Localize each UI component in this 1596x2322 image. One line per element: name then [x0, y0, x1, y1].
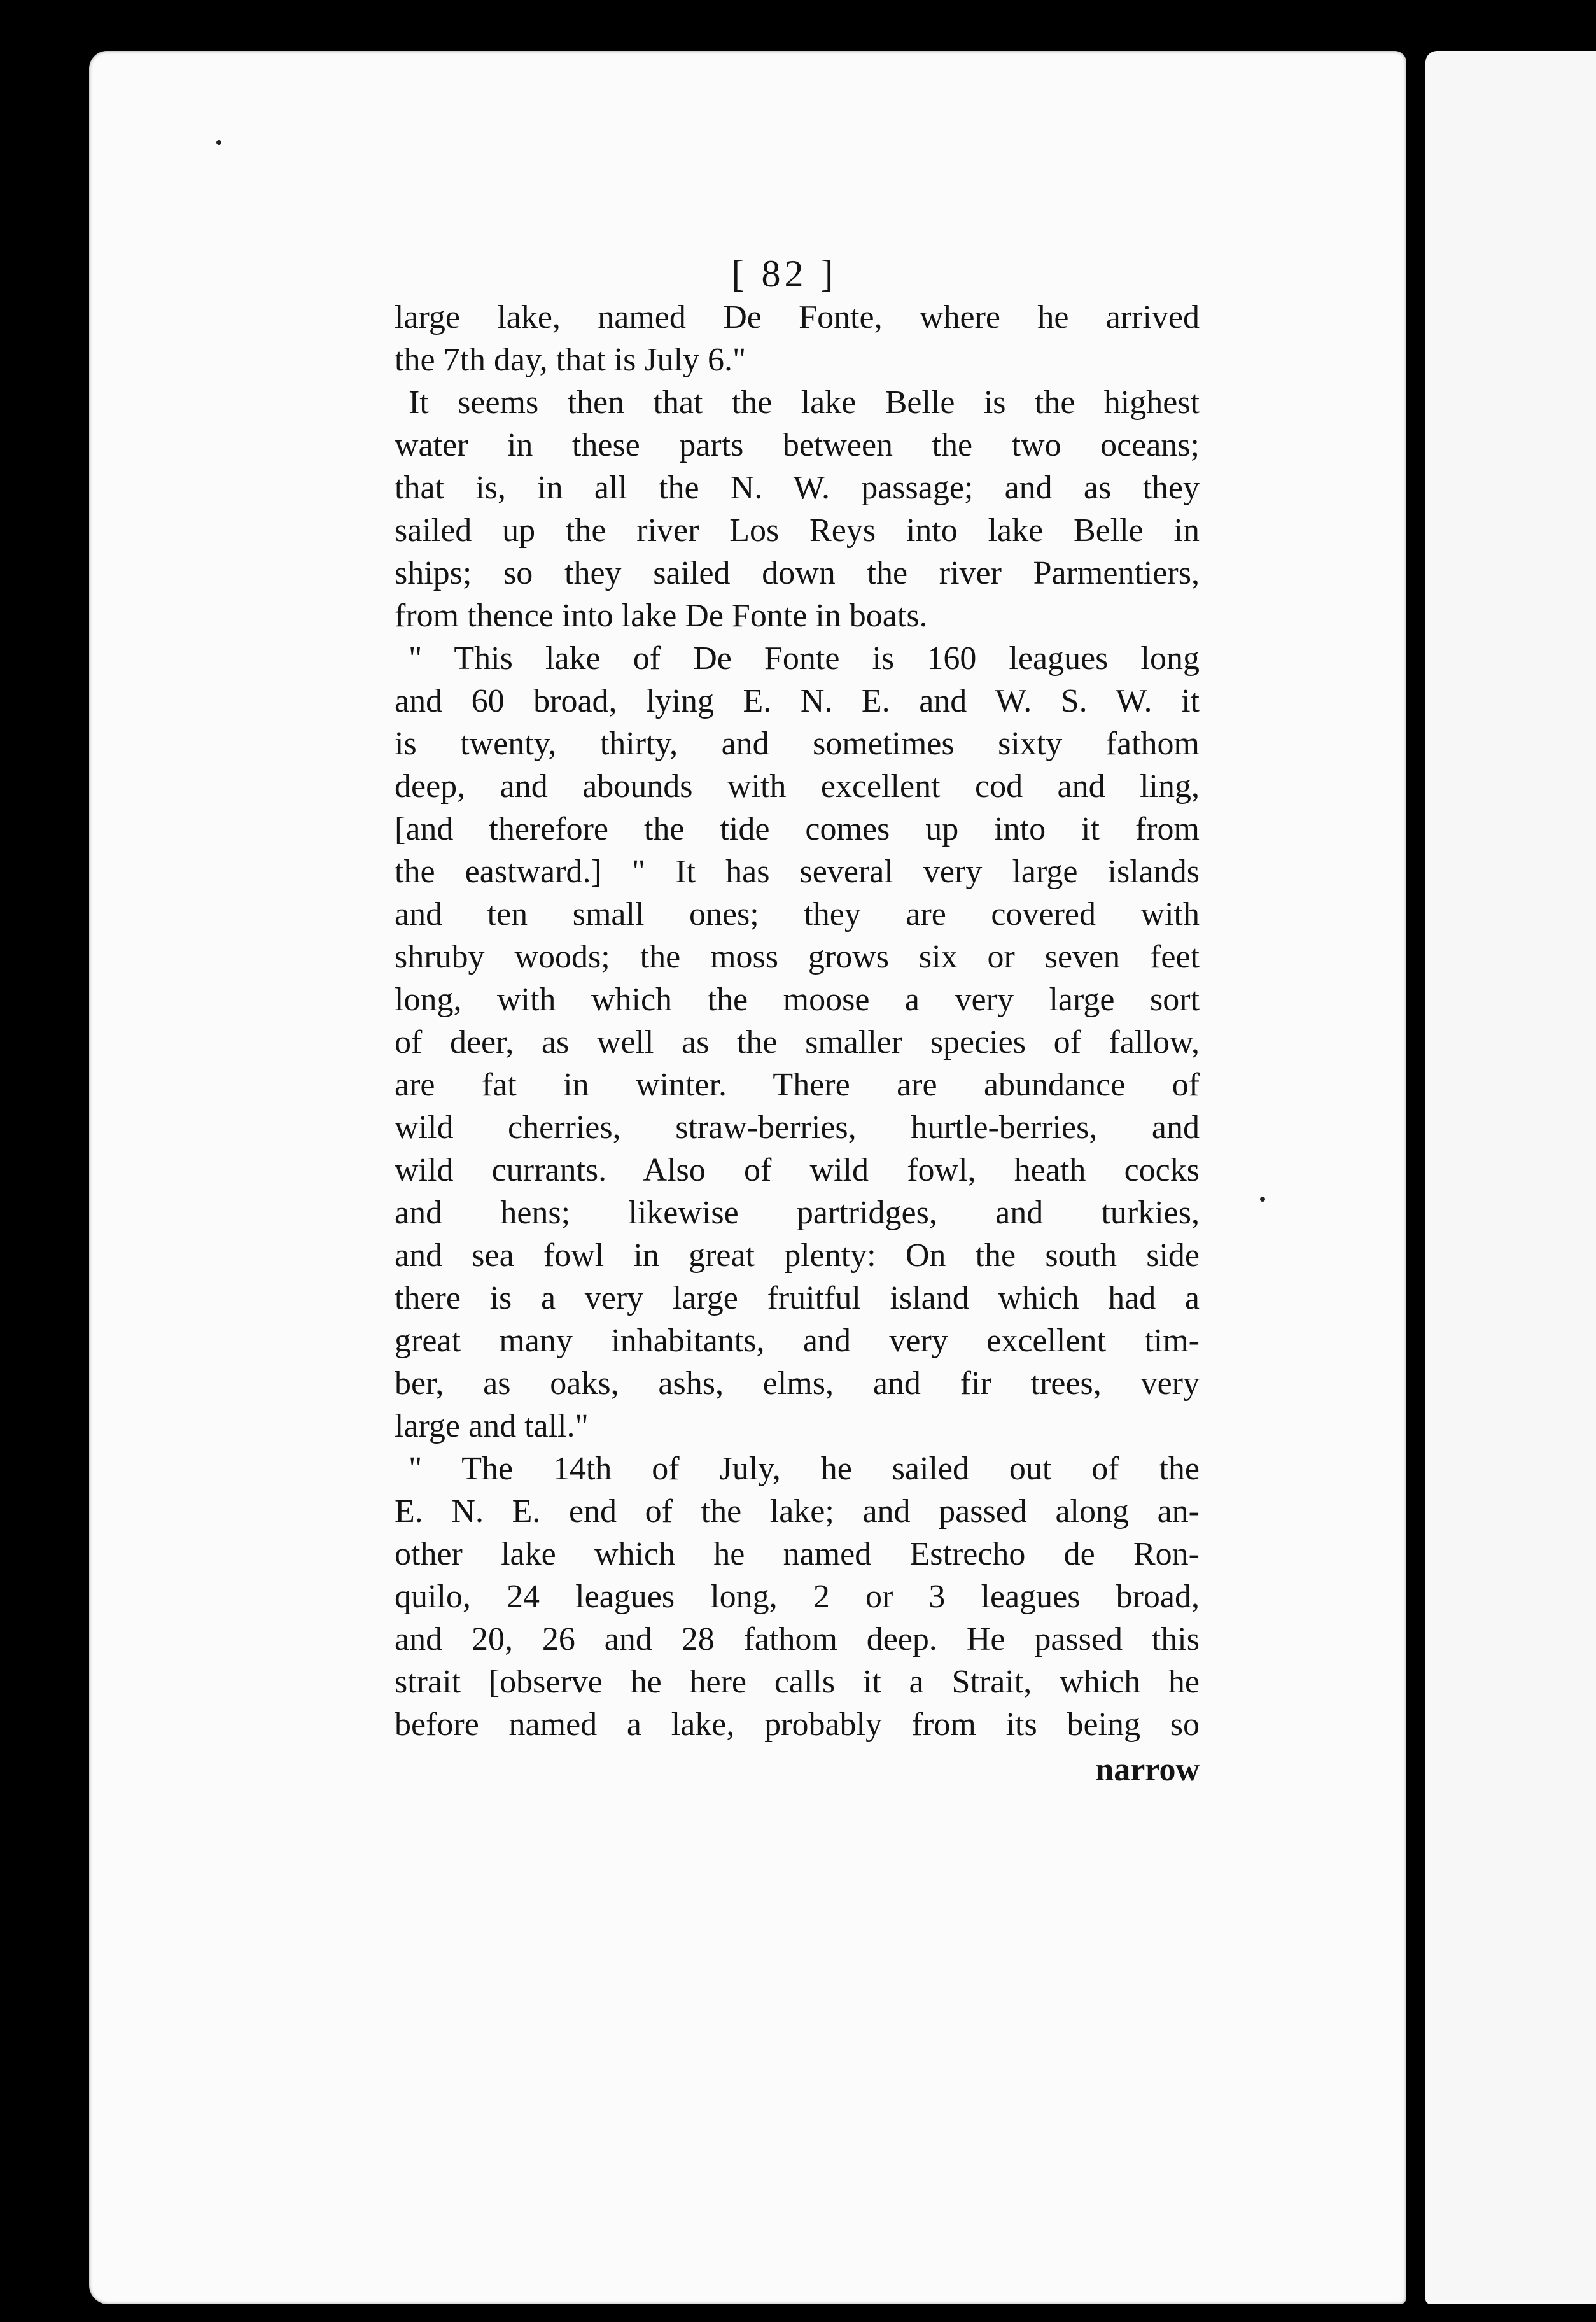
- text-line: is twenty, thirty, and sometimes sixty fathom: [395, 726, 1200, 762]
- text-line: of deer, as well as the smaller species of fallow,: [395, 1024, 1200, 1060]
- text-line: the eastward.] " It has several very large islands: [395, 854, 1200, 890]
- text-line: [and therefore the tide comes up into it from: [395, 811, 1200, 847]
- text-line: are fat in winter. There are abundance of: [395, 1067, 1200, 1103]
- text-line: ships; so they sailed down the river Parmentiers,: [395, 555, 1200, 591]
- catchword: narrow: [1095, 1752, 1200, 1788]
- text-line: ber, as oaks, ashs, elms, and fir trees, very: [395, 1365, 1200, 1402]
- text-line: " This lake of De Fonte is 160 leagues long: [409, 640, 1200, 677]
- text-line: and ten small ones; they are covered with: [395, 896, 1200, 932]
- text-line: and 60 broad, lying E. N. E. and W. S. W. it: [395, 683, 1200, 719]
- text-line: that is, in all the N. W. passage; and as they: [395, 470, 1200, 506]
- text-line: from thence into lake De Fonte in boats.: [395, 598, 928, 634]
- text-line: sailed up the river Los Reys into lake Belle in: [395, 512, 1200, 549]
- text-line: wild cherries, straw-berries, hurtle-berries, and: [395, 1109, 1200, 1146]
- text-line: deep, and abounds with excellent cod and ling,: [395, 768, 1200, 805]
- text-line: and hens; likewise partridges, and turkies,: [395, 1195, 1200, 1231]
- text-line: before named a lake, probably from its being so: [395, 1706, 1200, 1743]
- text-line: there is a very large fruitful island which had a: [395, 1280, 1200, 1316]
- ink-speck: [1260, 1197, 1265, 1202]
- text-line: E. N. E. end of the lake; and passed along an-: [395, 1493, 1200, 1530]
- text-line: large lake, named De Fonte, where he arrived: [395, 299, 1200, 335]
- text-line: wild currants. Also of wild fowl, heath cocks: [395, 1152, 1200, 1188]
- text-line: strait [observe he here calls it a Strait, which he: [395, 1664, 1200, 1700]
- text-line: the 7th day, that is July 6.": [395, 342, 746, 378]
- ink-speck: [216, 140, 221, 145]
- page-number: [ 82 ]: [731, 253, 837, 295]
- text-line: long, with which the moose a very large sort: [395, 982, 1200, 1018]
- text-line: and 20, 26 and 28 fathom deep. He passed this: [395, 1621, 1200, 1657]
- page-text: [395, 251, 1200, 1791]
- text-line: other lake which he named Estrecho de Ron-: [395, 1536, 1200, 1572]
- text-line: large and tall.": [395, 1408, 589, 1444]
- text-line: " The 14th of July, he sailed out of the: [409, 1451, 1200, 1487]
- text-line: and sea fowl in great plenty: On the south side: [395, 1237, 1200, 1274]
- text-line: shruby woods; the moss grows six or seven feet: [395, 939, 1200, 975]
- facing-page-edge: [1425, 51, 1596, 2304]
- text-line: It seems then that the lake Belle is the highest: [409, 384, 1200, 421]
- text-line: quilo, 24 leagues long, 2 or 3 leagues broad,: [395, 1579, 1200, 1615]
- text-line: water in these parts between the two oceans;: [395, 427, 1200, 463]
- text-line: great many inhabitants, and very excellent tim-: [395, 1323, 1200, 1359]
